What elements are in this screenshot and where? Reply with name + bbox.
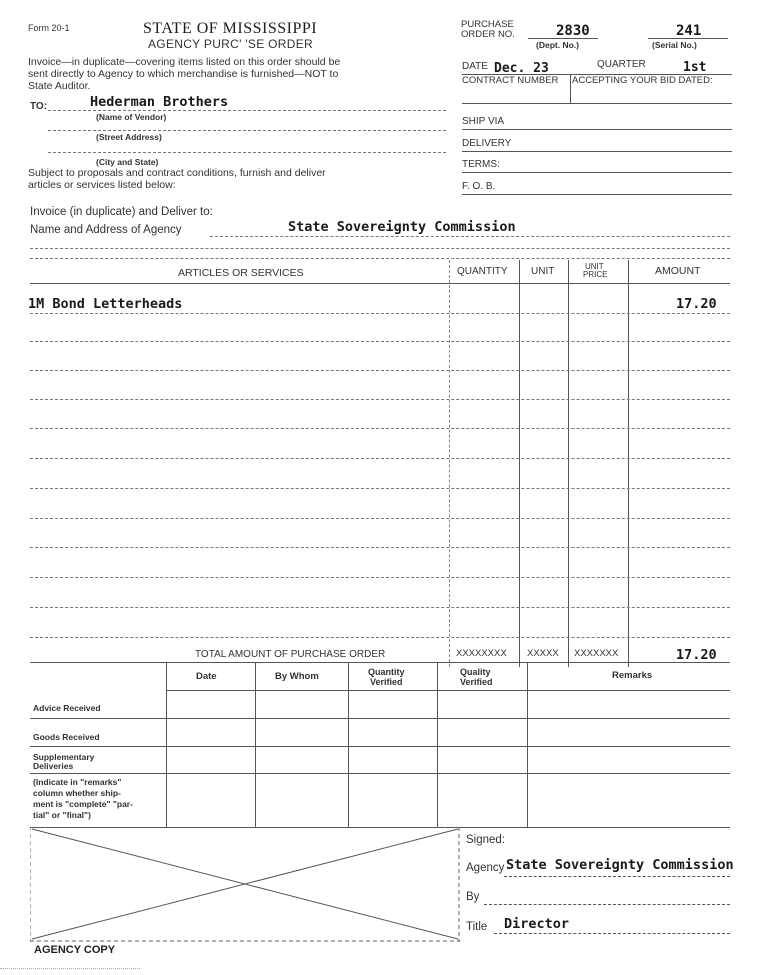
- city-state-label: (City and State): [96, 157, 159, 167]
- goods-received-label: Goods Received: [33, 732, 100, 742]
- dept-number-label: (Dept. No.): [536, 40, 579, 50]
- sig-title-value: Director: [504, 916, 570, 932]
- signed-label: Signed:: [466, 834, 506, 846]
- total-quantity: XXXXXXXX: [456, 648, 507, 659]
- ruled-line: [30, 399, 730, 400]
- terms-label: TERMS:: [462, 159, 500, 170]
- unit-header: UNIT: [531, 266, 555, 277]
- articles-header: ARTICLES OR SERVICES: [178, 267, 304, 279]
- indicate-note-2: column whether ship-: [33, 788, 121, 798]
- total-amount: 17.20: [676, 647, 717, 663]
- quality-verified-header-2: Verified: [460, 677, 493, 687]
- agency-name-value: State Sovereignty Commission: [288, 219, 516, 235]
- street-address-label: (Street Address): [96, 132, 162, 142]
- form-number: Form 20-1: [28, 23, 70, 33]
- receipt-date-header: Date: [196, 671, 217, 682]
- ruled-line: [30, 518, 730, 519]
- indicate-note-1: (Indicate in "remarks": [33, 777, 122, 787]
- quality-verified-header-1: Quality: [460, 667, 491, 677]
- date-label: DATE: [462, 61, 488, 72]
- qty-verified-header-1: Quantity: [368, 667, 405, 677]
- ruled-line: [30, 458, 730, 459]
- quarter-label: QUARTER: [597, 59, 646, 70]
- agency-copy-label: AGENCY COPY: [34, 944, 116, 956]
- remarks-header: Remarks: [612, 670, 653, 681]
- indicate-note-3: ment is "complete" "par-: [33, 799, 133, 809]
- fob-label: F. O. B.: [462, 181, 496, 192]
- sig-title-label: Title: [466, 921, 488, 933]
- ruled-line: [30, 313, 730, 314]
- sig-agency-value: State Sovereignty Commission: [506, 857, 734, 873]
- po-label-2: ORDER NO.: [461, 29, 515, 40]
- quantity-header: QUANTITY: [457, 266, 508, 277]
- advice-received-label: Advice Received: [33, 703, 101, 713]
- invoice-deliver-label: Invoice (in duplicate) and Deliver to:: [30, 206, 213, 218]
- ruled-line: [30, 577, 730, 578]
- amount-header: AMOUNT: [655, 265, 701, 277]
- qty-verified-header-2: Verified: [370, 677, 403, 687]
- item-amount: 17.20: [676, 296, 717, 312]
- vendor-name: Hederman Brothers: [90, 94, 229, 110]
- vendor-name-label: (Name of Vendor): [96, 112, 167, 122]
- contract-number-label: CONTRACT NUMBER: [462, 75, 559, 86]
- ruled-line: [30, 637, 730, 638]
- ship-via-label: SHIP VIA: [462, 116, 505, 127]
- ruled-line: [30, 607, 730, 608]
- form-subtitle: AGENCY PURC' 'SE ORDER: [148, 37, 313, 51]
- ruled-line: [30, 370, 730, 371]
- total-unit: XXXXX: [527, 648, 559, 659]
- item-description: 1M Bond Letterheads: [28, 296, 183, 312]
- subject-instructions: Subject to proposals and contract conditions, furnish and deliver articles or services listed below:: [28, 167, 326, 191]
- po-label-1: PURCHASE: [461, 19, 514, 30]
- sig-by-label: By: [466, 891, 480, 903]
- serial-number: 241: [676, 23, 702, 39]
- ruled-line: [30, 341, 730, 342]
- total-label: TOTAL AMOUNT OF PURCHASE ORDER: [195, 649, 386, 660]
- sig-agency-label: Agency: [466, 862, 505, 874]
- date-value: Dec. 23: [494, 61, 549, 76]
- indicate-note-4: tial" or "final"): [33, 810, 91, 820]
- supplementary-label-1: Supplementary: [33, 752, 95, 762]
- ruled-line: [30, 547, 730, 548]
- to-label: TO:: [30, 101, 48, 112]
- total-unit-price: XXXXXXX: [574, 648, 619, 659]
- ruled-line: [30, 488, 730, 489]
- serial-number-label: (Serial No.): [652, 40, 697, 50]
- supplementary-label-2: Deliveries: [33, 761, 74, 771]
- quarter-value: 1st: [683, 60, 707, 75]
- agency-name-label: Name and Address of Agency: [30, 224, 182, 236]
- unit-price-header-2: PRICE: [583, 270, 608, 279]
- receipt-by-whom-header: By Whom: [275, 671, 319, 682]
- invoice-instructions: Invoice—in duplicate—covering items listed on this order should be sent directly to Agency to which merchandise is furnished—NOT to State Auditor.: [28, 56, 341, 92]
- ruled-line: [30, 428, 730, 429]
- bid-date-label: ACCEPTING YOUR BID DATED:: [572, 75, 713, 86]
- form-title: STATE OF MISSISSIPPI: [143, 20, 318, 37]
- delivery-label: DELIVERY: [462, 138, 512, 149]
- dept-number: 2830: [556, 23, 590, 39]
- crossed-out-box: [30, 827, 460, 942]
- unit-price-header-1: UNIT: [585, 262, 604, 271]
